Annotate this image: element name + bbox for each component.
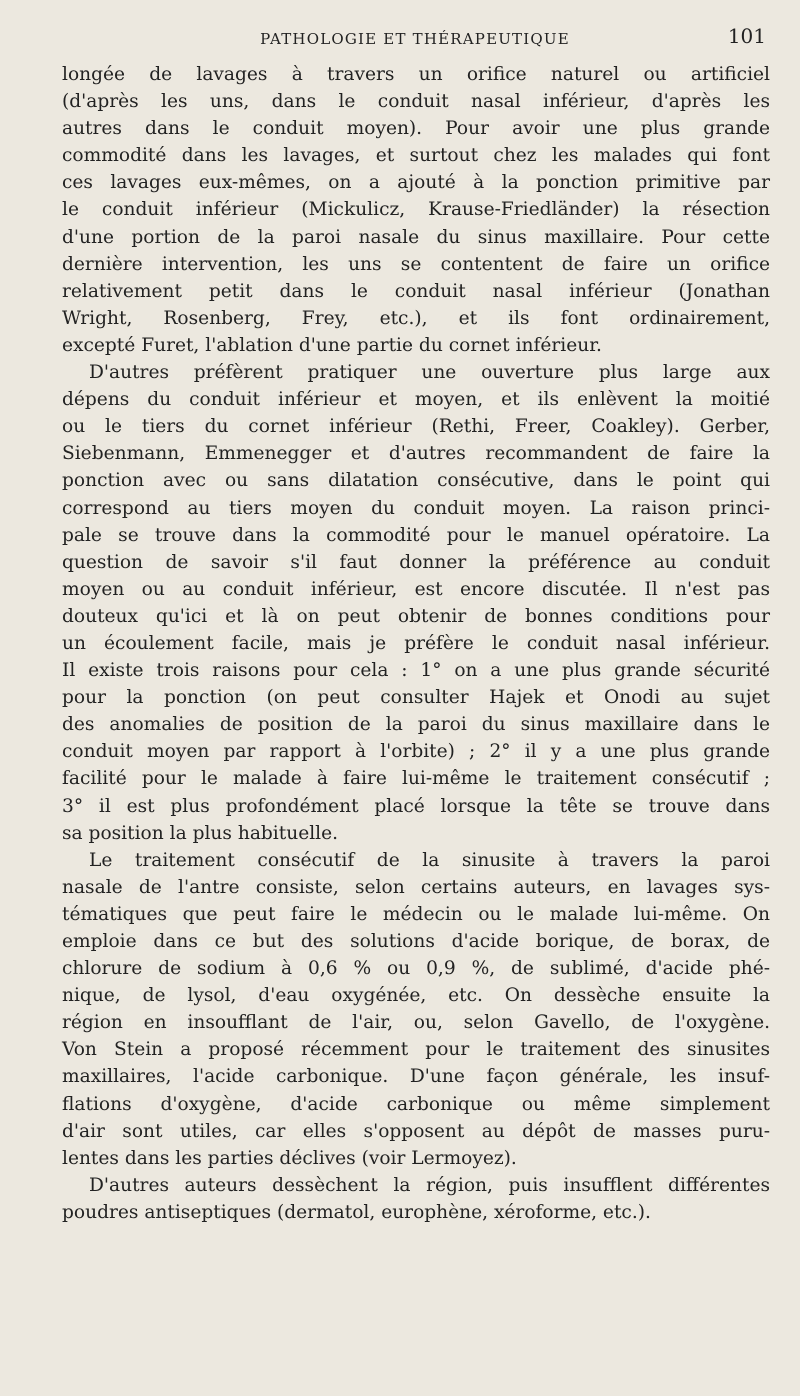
text-line: Wright, Rosenberg, Frey, etc.), et ils font ordinairement, [62,307,770,329]
text-line: dépens du conduit inférieur et moyen, et ils enlèvent la moitié [62,389,770,411]
text-line: chlorure de sodium à 0,6 % ou 0,9 %, de sublimé, d'acide phé- [62,958,770,980]
text-line: un écoulement facile, mais je préfère le conduit nasal inférieur. [62,632,770,654]
text-line: des anomalies de position de la paroi du sinus maxillaire dans le [62,714,770,736]
text-line: ponction avec ou sans dilatation consécutive, dans le point qui [62,470,770,492]
text-line: conduit moyen par rapport à l'orbite) ; 2° il y a une plus grande [62,741,770,763]
text-line: flations d'oxygène, d'acide carbonique ou même simplement [62,1093,770,1115]
text-line: d'air sont utiles, car elles s'opposent au dépôt de masses puru- [62,1120,770,1142]
text-line: longée de lavages à travers un orifice naturel ou artificiel [62,64,770,85]
text-line: (d'après les uns, dans le conduit nasal inférieur, d'après les [62,91,770,113]
text-line: Il existe trois raisons pour cela : 1° on a une plus grande sécurité [62,660,770,682]
text-line: commodité dans les lavages, et surtout chez les malades qui font [62,145,770,167]
paragraph-first-line: D'autres auteurs dessèchent la région, puis insufflent différentes [89,1174,770,1196]
text-line: 3° il est plus profondément placé lorsque la tête se trouve dans [62,795,770,817]
text-line: Siebenmann, Emmenegger et d'autres recommandent de faire la [62,443,770,465]
text-line: douteux qu'ici et là on peut obtenir de bonnes conditions pour [62,605,770,627]
text-line: dernière intervention, les uns se contentent de faire un orifice [62,253,770,275]
running-head [64,22,766,52]
text-line: facilité pour le malade à faire lui-même le traitement consécutif ; [62,768,770,790]
text-body [62,61,770,1226]
text-line: le conduit inférieur (Mickulicz, Krause-Friedländer) la résection [62,199,770,221]
text-line: maxillaires, l'acide carbonique. D'une façon générale, les insuf- [62,1066,770,1088]
text-line: ces lavages eux-mêmes, on a ajouté à la ponction primitive par [62,172,770,194]
text-line: d'une portion de la paroi nasale du sinus maxillaire. Pour cette [62,226,770,248]
text-line: emploie dans ce but des solutions d'acide borique, de borax, de [62,931,770,952]
text-line: pale se trouve dans la commodité pour le manuel opératoire. La [62,524,770,546]
page-number: 101 [727,24,766,48]
paragraph-end-line: poudres antiseptiques (dermatol, europhène, xéroforme, etc.). [62,1201,651,1223]
text-line: ou le tiers du cornet inférieur (Rethi, Freer, Coakley). Gerber, [62,416,770,438]
text-line: Von Stein a proposé récemment pour le traitement des sinusites [62,1039,770,1061]
text-line: tématiques que peut faire le médecin ou le malade lui-même. On [62,903,770,925]
paragraph-end-line: sa position la plus habituelle. [62,822,339,844]
text-line: région en insoufflant de l'air, ou, selon Gavello, de l'oxygène. [62,1012,770,1034]
text-line: correspond au tiers moyen du conduit moyen. La raison princi- [62,497,770,519]
paragraph-first-line: Le traitement consécutif de la sinusite à travers la paroi [89,849,770,871]
text-line: nique, de lysol, d'eau oxygénée, etc. On dessèche ensuite la [62,985,770,1007]
paragraph-first-line: D'autres préfèrent pratiquer une ouverture plus large aux [89,362,770,384]
paragraph-end-line: excepté Furet, l'ablation d'une partie du cornet inférieur. [62,334,602,356]
text-line: moyen ou au conduit inférieur, est encore discutée. Il n'est pas [62,578,770,600]
text-line: relativement petit dans le conduit nasal inférieur (Jonathan [62,280,770,302]
text-line: autres dans le conduit moyen). Pour avoir une plus grande [62,118,770,140]
text-line: question de savoir s'il faut donner la préférence au conduit [62,551,770,573]
text-line: nasale de l'antre consiste, selon certains auteurs, en lavages sys- [62,876,770,898]
paragraph-end-line: lentes dans les parties déclives (voir Lermoyez). [62,1147,517,1169]
text-line: pour la ponction (on peut consulter Hajek et Onodi au sujet [62,687,770,709]
running-title: PATHOLOGIE ET THÉRAPEUTIQUE [260,30,570,48]
